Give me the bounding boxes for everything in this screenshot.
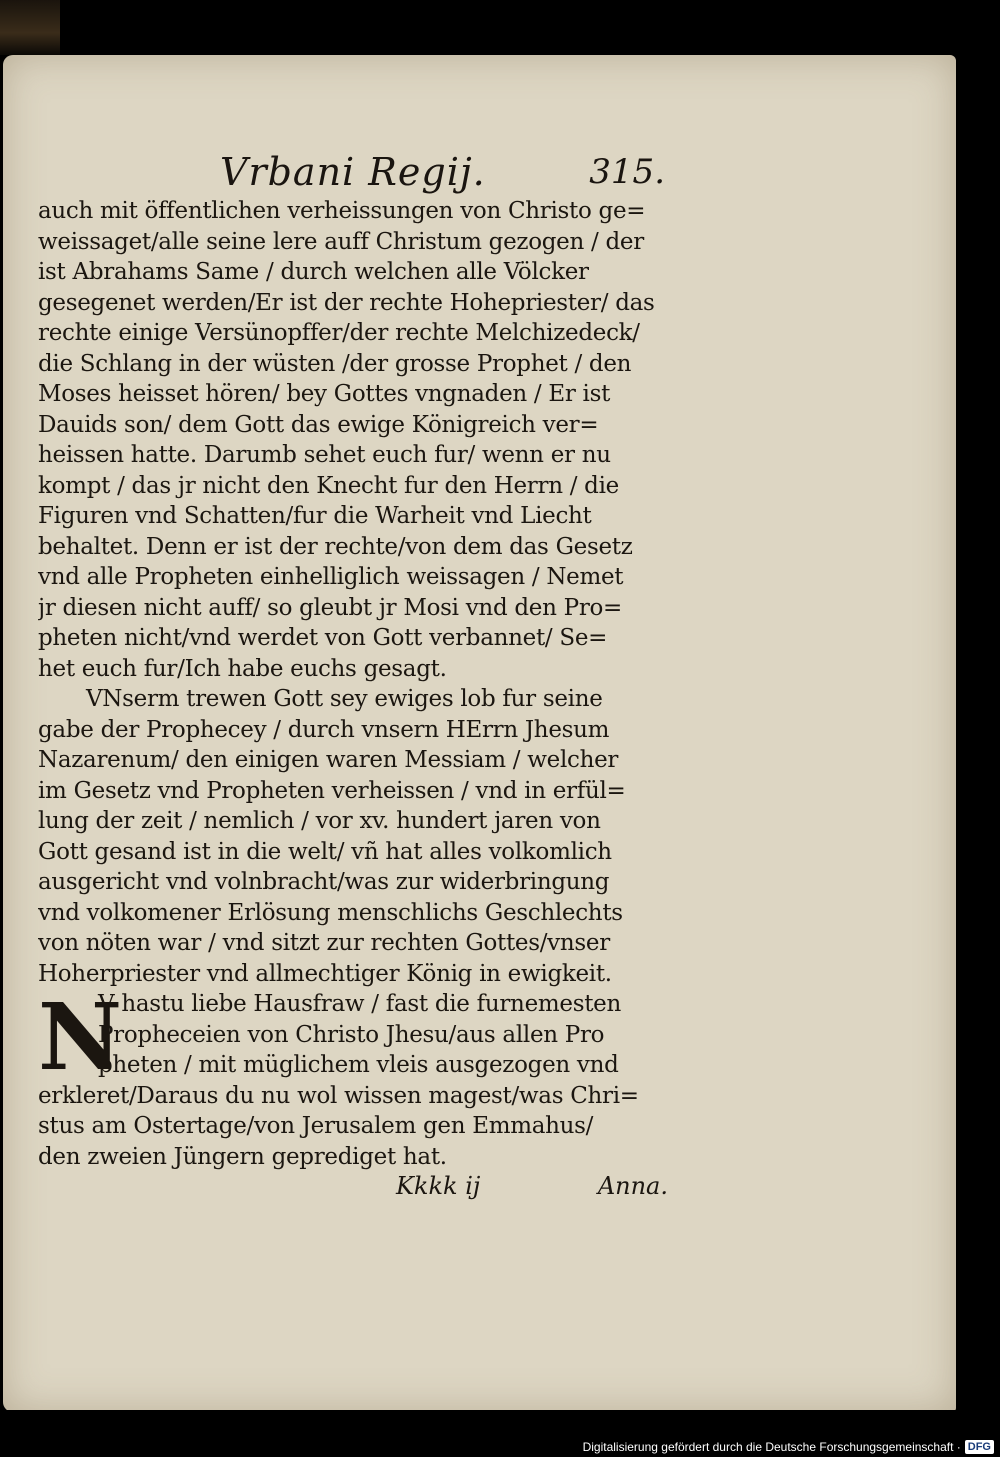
text-line: den zweien Jüngern geprediget hat. <box>38 1143 447 1170</box>
book-spine-shadow <box>0 0 60 55</box>
paragraph-start-line: VNserm trewen Gott sey ewiges lob fur seine <box>86 686 603 712</box>
text-line: vnd alle Propheten einhelliglich weissagen / Nemet <box>38 564 624 590</box>
body-text <box>38 196 668 1172</box>
text-line: heissen hatte. Darumb sehet euch fur/ wenn er nu <box>38 442 611 468</box>
text-line: ist Abrahams Same / durch welchen alle Völcker <box>38 259 589 285</box>
text-line: het euch fur/Ich habe euchs gesagt. <box>38 655 447 682</box>
text-line: im Gesetz vnd Propheten verheissen / vnd in erfül= <box>38 777 626 804</box>
dropcap-line: Propheceien von Christo Jhesu/aus allen Pro <box>98 1021 605 1048</box>
text-line: lung der zeit / nemlich / vor xv. hundert jaren von <box>38 808 601 834</box>
text-line: vnd volkomener Erlösung menschlichs Geschlechts <box>38 899 623 926</box>
dropcap-line: V hastu liebe Hausfraw / fast die furnemesten <box>98 991 621 1017</box>
text-line: rechte einige Versünopffer/der rechte Melchizedeck/ <box>38 320 640 346</box>
text-line: jr diesen nicht auff/ so gleubt jr Mosi vnd den Pro= <box>38 594 623 621</box>
dropcap-line: pheten / mit müglichem vleis ausgezogen vnd <box>98 1052 619 1078</box>
text-line: von nöten war / vnd sitzt zur rechten Gottes/vnser <box>38 930 610 956</box>
text-line: Hoherpriester vnd allmechtiger König in ewigkeit. <box>38 960 612 987</box>
text-line: gesegenet werden/Er ist der rechte Hohepriester/ das <box>38 289 655 316</box>
text-line: Nazarenum/ den einigen waren Messiam / welcher <box>38 747 619 773</box>
running-title: Vrbani Regij. <box>220 150 486 194</box>
page-foot-marks <box>396 1172 668 1208</box>
page-number: 315. <box>589 152 665 192</box>
text-line: pheten nicht/vnd werdet von Gott verbannet/ Se= <box>38 625 608 651</box>
signature-mark: Kkkk ij <box>396 1172 481 1200</box>
dfg-logo: DFG <box>965 1440 994 1454</box>
credit-text: Digitalisierung gefördert durch die Deutsche Forschungsgemeinschaft · <box>582 1440 961 1454</box>
text-line: stus am Ostertage/von Jerusalem gen Emmahus/ <box>38 1113 594 1139</box>
text-line: ausgericht vnd volnbracht/was zur widerbringung <box>38 869 610 895</box>
text-line: Gott gesand ist in die welt/ vñ hat alles volkomlich <box>38 838 612 865</box>
text-line: kompt / das jr nicht den Knecht fur den Herrn / die <box>38 472 619 499</box>
text-line: weissaget/alle seine lere auff Christum gezogen / der <box>38 228 644 255</box>
text-line: auch mit öffentlichen verheissungen von Christo ge= <box>38 198 646 224</box>
text-line: Dauids son/ dem Gott das ewige Königreich ver= <box>38 411 599 438</box>
text-line: Moses heisset hören/ bey Gottes vngnaden / Er ist <box>38 381 611 407</box>
text-line: die Schlang in der wüsten /der grosse Prophet / den <box>38 350 632 377</box>
catchword: Anna. <box>597 1172 668 1200</box>
text-line: behaltet. Denn er ist der rechte/von dem das Gesetz <box>38 533 633 560</box>
text-line: erkleret/Daraus du nu wol wissen magest/was Chri= <box>38 1082 639 1109</box>
text-line: Figuren vnd Schatten/fur die Warheit vnd Liecht <box>38 503 592 529</box>
text-line: gabe der Prophecey / durch vnsern HErrn Jhesum <box>38 716 610 743</box>
digitization-credit <box>583 1438 994 1456</box>
drop-capital: N <box>38 983 123 1091</box>
page-header <box>220 150 665 198</box>
